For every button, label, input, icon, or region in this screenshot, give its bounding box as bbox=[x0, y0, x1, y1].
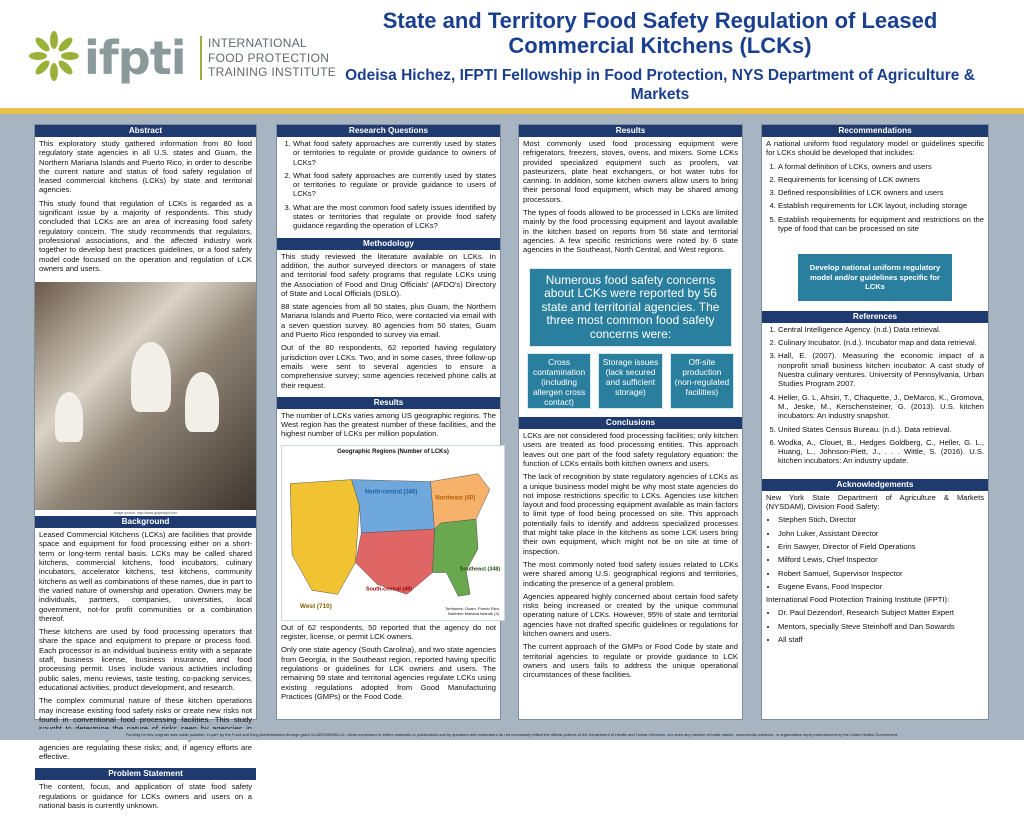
section-heading-results: Results bbox=[277, 397, 500, 409]
poster-author: Odeisa Hichez, IFPTI Fellowship in Food Protection, NYS Department of Agriculture & Markets bbox=[345, 67, 975, 103]
map-title: Geographic Regions (Number of LCKs) bbox=[337, 448, 449, 455]
concern-box: Off-site production (non-regulated facilities) bbox=[670, 353, 734, 409]
column-4 bbox=[761, 124, 989, 720]
methodology-paragraph: This study reviewed the literature available on LCKs. In addition, the author surveyed directors or managers of state and territorial food safety programs that regulate LCKs using the Association of Food and Drug Officials' (AFDO's) Directory of State and Local Officials (DSLO). bbox=[281, 251, 496, 298]
acknowledgements-ifpti-intro: International Food Protection Training Institute (IFPTI): bbox=[766, 595, 950, 605]
region-west bbox=[290, 479, 359, 594]
section-heading-conclusions: Conclusions bbox=[519, 417, 742, 429]
conclusions-paragraph: The lack of recognition by state regulatory agencies of LCKs as a unique business model might be why most state agencies do not impose restrictions specific to LCKs. Agencies use kitchen layout and food processing equipment available as main factors to limit type of food being processed on site. This approach potentially fails to identify and address specialized processes that might take place in the kitchens as some LCK users bring their own equipment, which might not be on site at time of inspection. bbox=[523, 472, 738, 556]
us-map-graphic bbox=[282, 446, 504, 620]
poster-title: State and Territory Food Safety Regulation of Leased Commercial Kitchens (LCKs) bbox=[382, 8, 938, 58]
abstract-paragraph: This study found that regulation of LCKs is regarded as a significant issue by a majority of respondents. This study concluded that LCKs are an area of increasing food safety regulatory concern. The study recommends that regulators, professional associations, and the affected industry work together to develop best practices guidelines, or a food safety model code focused on the operation and regulation of LCK owners and users. bbox=[39, 198, 252, 273]
region-north-central bbox=[351, 479, 434, 532]
region-south-central bbox=[355, 529, 434, 594]
question-item: 1. What food safety approaches are currently used by states or territories to regulate or provide guidance to owners of LCKs? bbox=[293, 139, 496, 167]
conclusions-paragraph: The most commonly noted food safety issues related to LCKs were shared among U.S. geographical regions and territories, indicating the presence of a general problem. bbox=[523, 559, 738, 588]
section-heading-methodology: Methodology bbox=[277, 238, 500, 250]
acknowledgement-item: • Mentors, specially Steve Steinhoff and Dan Sowards bbox=[778, 622, 984, 631]
acknowledgement-item: • All staff bbox=[778, 635, 984, 644]
results-2-paragraph: The types of foods allowed to be processed in LCKs are limited mainly by the food processing equipment and layout available in the kitchen based on reports from 56 state and territorial agencies. A few specific restrictions were noted by 6 state agencies in the Southeast, North Central, and West regions. bbox=[523, 208, 738, 255]
results-body bbox=[277, 409, 500, 708]
logo-wordmark: ifpti bbox=[84, 31, 186, 85]
results-2-paragraph: Most commonly used food processing equipment were refrigerators, freezers, stoves, ovens, and mixers. Some LCKs provided specialized equipment such as proofers, vat pasteurizers, plate heat exchangers, or hot water tubs for canning. In addition, some kitchen owners allow users to bring their personal food equipment, which may be shared among processors. bbox=[523, 139, 738, 204]
photo-figure bbox=[55, 392, 83, 442]
photo-caption: Image source: http://www.girlymeglit.com bbox=[113, 511, 178, 516]
recommendation-item: 1. A formal definition of LCKs, owners and users bbox=[778, 162, 984, 171]
logo-line: TRAINING INSTITUTE bbox=[208, 65, 337, 79]
question-item: 3. What are the most common food safety issues identified by states or territories that regulate or provide food safety guidance regarding the operation of LCKs? bbox=[293, 203, 496, 231]
conclusions-paragraph: The current approach of the GMPs or Food Code by state and territorial agencies to regulate or provide guidance to LCK owners and users fails to address the unique operational circumstances of these facilities. bbox=[523, 642, 738, 680]
us-regions-map bbox=[281, 445, 505, 621]
acknowledgement-item: • Milford Lewis, Chief Inspector bbox=[778, 555, 984, 564]
reference-item: 4. Heller, G. L, Ahsin, T., Chaquette, J., DeMarco, K., Gromova, M., Jeske, M., Kerschensteiner, G. (2013). U.S. kitchen incubators: An industry snapshot. bbox=[778, 393, 984, 421]
photo-figure bbox=[185, 372, 219, 432]
logo-subtitle bbox=[208, 36, 336, 80]
ifpti-logo bbox=[28, 30, 337, 86]
logo-line: INTERNATIONAL bbox=[208, 36, 308, 50]
background-paragraph: The complex communal nature of these kitchen operations may increase existing food safety risks or create new risks not found in conventional food processing facilities. This study agencies are regulating these risks; and, if agency efforts are effective. bbox=[39, 696, 252, 761]
ifpti-list bbox=[778, 608, 984, 644]
references-body bbox=[762, 323, 988, 473]
section-heading-references: References bbox=[762, 311, 988, 323]
reference-item: 2. Culinary Incubator. (n.d.). Incubator map and data retrieval. bbox=[778, 338, 984, 347]
region-southeast bbox=[433, 519, 478, 596]
label-northeast: Northeast (60) bbox=[435, 495, 476, 502]
recommendation-item: 5. Establish requirements for equipment and restrictions on the type of food that can be processed on site bbox=[778, 215, 984, 234]
references-list bbox=[778, 325, 984, 466]
sunburst-logo-icon bbox=[28, 30, 80, 82]
column-1 bbox=[34, 124, 257, 810]
results-2-body bbox=[519, 137, 742, 262]
methodology-body bbox=[277, 250, 500, 397]
reference-item: 3. Hall, E. (2007). Measuring the economic impact of a nonprofit small business kitchen incubator: A cast study of Nuestra culinary ventures. University of Pennsylvania, Urban Studies Program 2007. bbox=[778, 351, 984, 388]
reference-item: 6. Wodka, A., Clouet, B., Hedges Goldberg, C., Heller, G. L., Huang, L., Johnson-Piett, J., . . . Wittle, S. (2016). U.S. kitchen incubators: An industry update. bbox=[778, 438, 984, 466]
questions-body bbox=[277, 137, 500, 238]
logo-divider bbox=[200, 36, 202, 80]
section-heading-background: Background bbox=[35, 516, 256, 528]
photo-figure bbox=[131, 342, 171, 412]
background-paragraph: These kitchens are used by food processing operators that share the space and equipment to prepare or process food. Each processor is an individual business entity with a separate staff, business license, business insurance, and food processing permit. Uses include various activities including public sales, menu reviews, taste testing, co-packing services, educational activities, product development, and research. bbox=[39, 627, 252, 692]
label-south-central: South-central (49) bbox=[365, 586, 413, 593]
concerns-callout: Numerous food safety concerns about LCKs were reported by 56 state and territorial agencies. The three most common food safety concerns were: bbox=[529, 268, 732, 348]
funding-footer: Funding for this program was made possible, in part, by the Food and Drug Administration through grant 1U18FD005964-01; views expressed in written materials or publications and by speakers and moderators do not necessarily reflect the official policies of the Department of Health and Human Services; nor does any mention of trade names, commercial practices, or organization imply endorsement by the United States Government. bbox=[0, 729, 1024, 740]
label-west: West (710) bbox=[299, 602, 332, 610]
concerns-row bbox=[527, 353, 734, 409]
acknowledgement-item: • Eugene Evans, Food Inspector bbox=[778, 582, 984, 591]
acknowledgement-item: • Dr. Paul Dezendorf, Research Subject Matter Expert bbox=[778, 608, 984, 617]
acknowledgements-body bbox=[762, 491, 988, 652]
concern-box: Cross contamination (including allergen cross contact) bbox=[527, 353, 591, 409]
problem-paragraph: The content, focus, and application of state food safety regulations or guidance for LCKs owners and users on a national basis is currently unknown. bbox=[39, 782, 252, 810]
section-heading-abstract: Abstract bbox=[35, 125, 256, 137]
results-paragraph: Out of 62 respondents, 50 reported that the agency do not register, license, or permit LCK owners. bbox=[281, 622, 496, 642]
methodology-paragraph: 88 state agencies from all 50 states, plus Guam, the Northern Mariana Islands and Puerto Rico, were contacted via email with a seven question survey. 80 agencies from 50 states, Guam and Puerto Rico responded to survey via email. bbox=[281, 302, 496, 340]
section-heading-recommendations: Recommendations bbox=[762, 125, 988, 137]
section-heading-results-2: Results bbox=[519, 125, 742, 137]
abstract-paragraph: This exploratory study gathered information from 80 food regulatory state agencies in all U.S. states and Guam, the Northern Mariana Islands and Puerto Rico, in order to describe the current nature and status of food safety regulation of leased commercial kitchens (LCKs) by state and territorial agencies. bbox=[39, 139, 252, 195]
logo-line: FOOD PROTECTION bbox=[208, 50, 330, 65]
recommendations-list bbox=[778, 162, 984, 234]
background-paragraph: Leased Commercial Kitchens (LCKs) are facilities that provide space and equipment for food processing either on a short-term or long-term rental basis. LCKs may be called shared kitchens, commercial kitchens, food incubators, culinary incubators, accelerator kitchens, test kitchens, community kitchens as well as combinations of these names, due in part to the varied nature of ownership and operation. Owners may be individuals, partners, companies, universities, local government, not-for profit communities or a combination thereof. bbox=[39, 530, 252, 623]
acknowledgement-item: • Erin Sawyer, Director of Field Operations bbox=[778, 542, 984, 551]
recommendation-item: 2. Requirements for licensing of LCK owners bbox=[778, 175, 984, 184]
recommendation-item: 4. Establish requirements for LCK layout, including storage bbox=[778, 201, 984, 210]
abstract-body bbox=[35, 137, 256, 280]
concern-box: Storage issues (lack secured and sufficient storage) bbox=[598, 353, 662, 409]
nysdam-list bbox=[778, 515, 984, 591]
recommendations-intro: A national uniform food regulatory model or guidelines specific for LCKs should be developed that includes: bbox=[766, 139, 984, 158]
acknowledgement-item: • John Luker, Assistant Director bbox=[778, 529, 984, 538]
conclusions-body bbox=[519, 429, 742, 686]
section-heading-problem: Problem Statement bbox=[35, 768, 256, 780]
results-paragraph: Only one state agency (South Carolina), and two state agencies from Georgia, in the Southeast region, reported having specific regulations or guidelines for LCK owners and users. The remaining 59 state and territorial agencies regulate LCKs using existing regulations adopted from Good Manufacturing Practices (GMPs) or the Food Code. bbox=[281, 645, 496, 701]
map-territories-note: Territories: Guam, Puerto Rico, Northern Mariana Islands (3). bbox=[445, 605, 500, 616]
poster-header bbox=[0, 0, 1024, 112]
recommendation-item: 3. Defined responsibilities of LCK owners and users bbox=[778, 188, 984, 197]
acknowledgements-intro: New York State Department of Agriculture & Markets (NYSDAM), Division Food Safety: bbox=[766, 492, 984, 512]
label-north-central: North-central (346) bbox=[364, 489, 418, 496]
column-3 bbox=[518, 124, 743, 720]
problem-body bbox=[35, 780, 256, 817]
acknowledgement-item: • Robert Samuel, Supervisor Inspector bbox=[778, 569, 984, 578]
label-southeast: Southeast (348) bbox=[459, 566, 501, 573]
results-paragraph: The number of LCKs varies among US geographic regions. The West region has the greatest number of these facilities, and the highest number of LCKs per million population. bbox=[281, 410, 496, 439]
section-heading-acknowledgements: Acknowledgements bbox=[762, 479, 988, 491]
conclusions-paragraph: LCKs are not considered food processing facilities; only kitchen users are treated as food processing entities. This approach leaves out one part of the food safety regulatory equation: the function of LCKs entails both kitchen owners and users. bbox=[523, 431, 738, 468]
column-2 bbox=[276, 124, 501, 720]
acknowledgement-item: • Stephen Stich, Director bbox=[778, 515, 984, 524]
title-block bbox=[340, 8, 980, 104]
recommendations-body bbox=[762, 137, 988, 240]
questions-list bbox=[293, 139, 496, 231]
methodology-paragraph: Out of the 80 respondents, 62 reported having regulatory jurisdiction over LCKs. Two, and in some cases, three follow-up emails were sent to several agencies to ensure a comprehensive survey; some agencies received phone calls at their request. bbox=[281, 343, 496, 390]
kitchen-photo bbox=[35, 282, 256, 510]
section-heading-questions: Research Questions bbox=[277, 125, 500, 137]
question-item: 2. What food safety approaches are currently used by states or territories to regulate or provide guidance to users of LCKs? bbox=[293, 171, 496, 199]
reference-item: 5. United States Census Bureau. (n.d.). Data retrieval. bbox=[778, 425, 984, 434]
conclusions-paragraph: Agencies appeared highly concerned about certain food safety risks being increased or created by the unique communal operating nature of LCKs. However, 95% of state and territorial agencies have not drafted specific guidelines or regulations for kitchen owners and users. bbox=[523, 591, 738, 638]
recommendation-highlight: Develop national uniform regulatory model and/or guidelines specific for LCKs bbox=[798, 254, 952, 301]
reference-item: 1. Central Intelligence Agency. (n.d.) Data retrieval. bbox=[778, 325, 984, 334]
